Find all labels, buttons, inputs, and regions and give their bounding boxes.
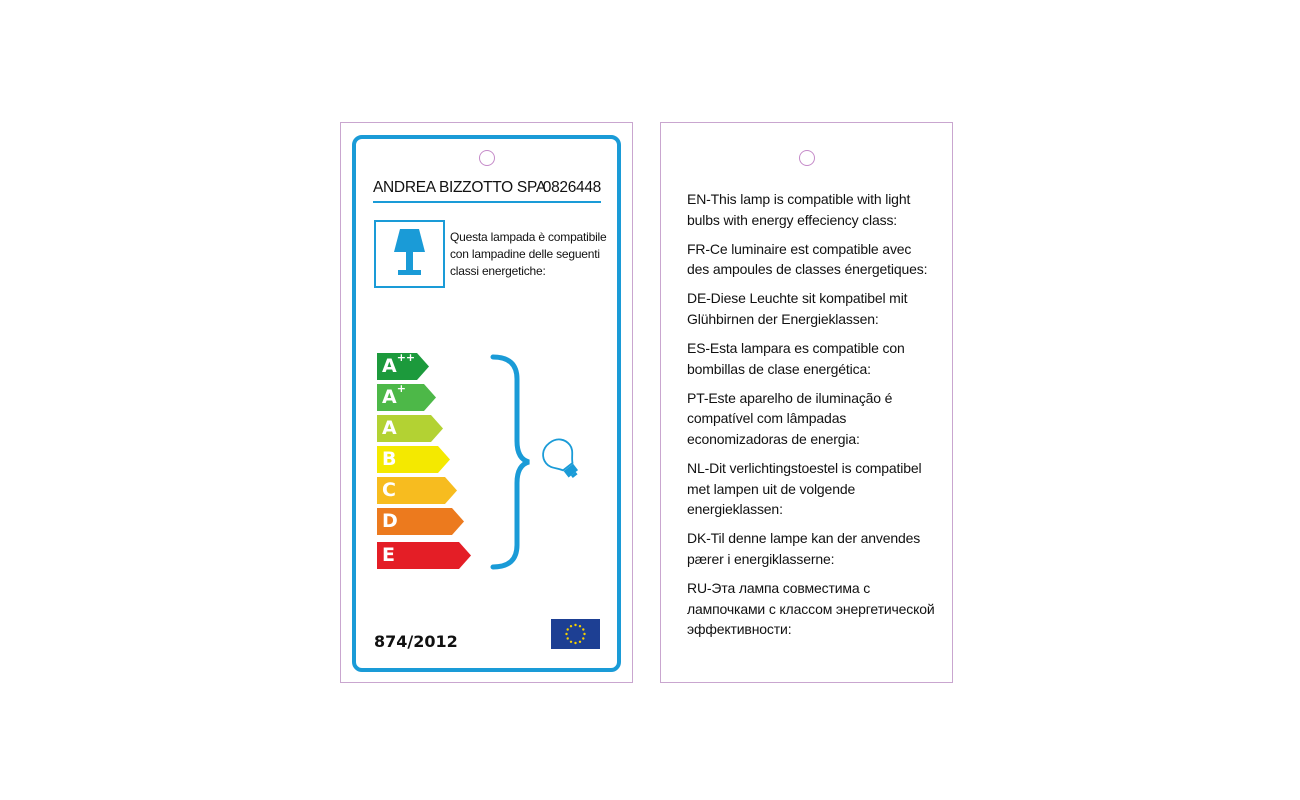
energy-label-back xyxy=(660,122,953,683)
light-bulb-icon xyxy=(541,436,585,488)
energy-class-sup: + xyxy=(396,382,406,395)
energy-label-front xyxy=(340,122,633,683)
translation-fr: FR-Ce luminaire est compatible avec des ampoules de classes énergetiques: xyxy=(687,240,928,278)
brand-name: ANDREA BIZZOTTO SPA xyxy=(373,179,546,196)
energy-class-b xyxy=(377,446,450,473)
label-header xyxy=(373,177,601,203)
energy-class-a xyxy=(377,415,443,442)
energy-class-letter: A xyxy=(382,355,397,377)
translation-nl: NL-Dit verlichtingstoestel is compatibel met lampen uit de volgende energieklassen: xyxy=(687,460,922,518)
energy-class-letter: A xyxy=(382,386,397,408)
energy-class-ap xyxy=(377,384,436,411)
product-code: 0826448 xyxy=(542,179,601,196)
table-lamp-icon xyxy=(374,220,445,288)
energy-class-letter: C xyxy=(382,479,396,501)
translation-de: DE-Diese Leuchte sit kompatibel mit Glühbirnen der Energieklassen: xyxy=(687,290,908,327)
translation-ru: RU-Эта лампа совместима с лампочками с классом энергетической эффективности: xyxy=(687,580,935,638)
energy-class-letter: A xyxy=(382,417,397,439)
energy-class-sup: ++ xyxy=(396,351,416,364)
energy-class-e xyxy=(377,542,471,569)
energy-class-d xyxy=(377,508,464,535)
energy-class-c xyxy=(377,477,457,504)
translations-list xyxy=(687,189,937,648)
eu-flag-icon xyxy=(551,619,600,649)
energy-class-app xyxy=(377,353,429,380)
energy-class-letter: E xyxy=(382,544,395,566)
translation-dk: DK-Til denne lampe kan der anvendes pærer i energiklasserne: xyxy=(687,530,921,567)
compatibility-text-it: Questa lampada è compatibile con lampadine delle seguenti classi energetiche: xyxy=(450,230,607,278)
translation-pt: PT-Este aparelho de iluminação é compatível com lâmpadas economizadoras de energia: xyxy=(687,389,893,447)
translation-es: ES-Esta lampara es compatible con bombillas de clase energética: xyxy=(687,340,905,377)
energy-class-letter: B xyxy=(382,448,397,470)
energy-class-letter: D xyxy=(382,510,398,532)
hang-hole xyxy=(799,150,815,166)
translation-en: EN-This lamp is compatible with light bulbs with energy effeciency class: xyxy=(687,191,911,228)
regulation-number: 874/2012 xyxy=(374,632,458,651)
curly-brace-icon xyxy=(489,353,533,571)
